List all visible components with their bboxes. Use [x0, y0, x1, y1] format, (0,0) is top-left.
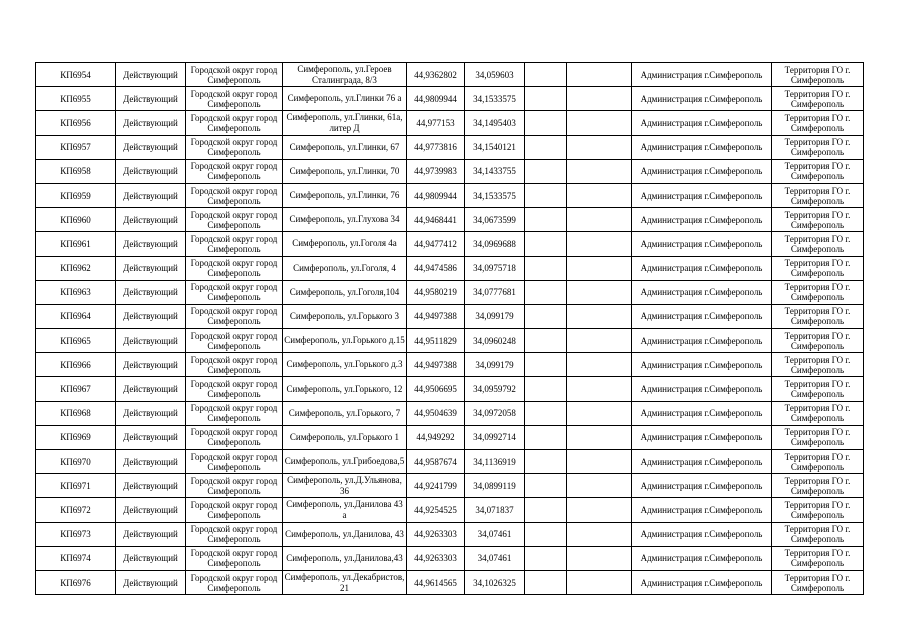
- cell-empty: [567, 135, 632, 159]
- cell-address: Симферополь, ул.Глинки, 67: [283, 135, 407, 159]
- table-row: [36, 232, 864, 256]
- cell-empty: [567, 377, 632, 401]
- cell-district: Городской округ город Симферополь: [186, 329, 283, 353]
- table-row: [36, 111, 864, 135]
- cell-territory: Территория ГО г. Симферополь: [772, 159, 864, 183]
- cell-empty: [525, 208, 567, 232]
- cell-territory: Территория ГО г. Симферополь: [772, 208, 864, 232]
- cell-empty: [567, 522, 632, 546]
- cell-organization: Администрация г.Симферополь: [632, 256, 772, 280]
- cell-code: КП6973: [36, 522, 116, 546]
- cell-status: Действующий: [116, 522, 186, 546]
- cell-organization: Администрация г.Симферополь: [632, 570, 772, 594]
- cell-territory: Территория ГО г. Симферополь: [772, 232, 864, 256]
- cell-district: Городской округ город Симферополь: [186, 353, 283, 377]
- cell-longitude: 34,1533575: [465, 183, 525, 207]
- cell-district: Городской округ город Симферополь: [186, 570, 283, 594]
- cell-territory: Территория ГО г. Симферополь: [772, 183, 864, 207]
- cell-status: Действующий: [116, 450, 186, 474]
- cell-status: Действующий: [116, 425, 186, 449]
- cell-longitude: 34,1026325: [465, 570, 525, 594]
- cell-empty: [567, 498, 632, 522]
- cell-latitude: 44,9263303: [407, 546, 465, 570]
- cell-address: Симферополь, ул.Данилова 43 а: [283, 498, 407, 522]
- cell-code: КП6954: [36, 63, 116, 87]
- cell-latitude: 44,9477412: [407, 232, 465, 256]
- cell-organization: Администрация г.Симферополь: [632, 425, 772, 449]
- table-row: [36, 208, 864, 232]
- cell-latitude: 44,9468441: [407, 208, 465, 232]
- cell-empty: [525, 401, 567, 425]
- cell-territory: Территория ГО г. Симферополь: [772, 474, 864, 498]
- cell-territory: Территория ГО г. Симферополь: [772, 329, 864, 353]
- cell-status: Действующий: [116, 135, 186, 159]
- cell-territory: Территория ГО г. Симферополь: [772, 450, 864, 474]
- cell-latitude: 44,949292: [407, 425, 465, 449]
- cell-empty: [525, 353, 567, 377]
- cell-longitude: 34,059603: [465, 63, 525, 87]
- cell-organization: Администрация г.Симферополь: [632, 474, 772, 498]
- table-row: [36, 304, 864, 328]
- cell-territory: Территория ГО г. Симферополь: [772, 280, 864, 304]
- cell-territory: Территория ГО г. Симферополь: [772, 570, 864, 594]
- cell-address: Симферополь, ул.Глинки, 70: [283, 159, 407, 183]
- table-row: [36, 256, 864, 280]
- cell-district: Городской округ город Симферополь: [186, 425, 283, 449]
- table-row: [36, 183, 864, 207]
- cell-district: Городской округ город Симферополь: [186, 135, 283, 159]
- cell-address: Симферополь, ул.Гоголя 4а: [283, 232, 407, 256]
- table-row: [36, 135, 864, 159]
- cell-empty: [525, 280, 567, 304]
- cell-territory: Территория ГО г. Симферополь: [772, 135, 864, 159]
- cell-empty: [525, 87, 567, 111]
- cell-latitude: 44,9474586: [407, 256, 465, 280]
- cell-organization: Администрация г.Симферополь: [632, 546, 772, 570]
- cell-empty: [567, 474, 632, 498]
- cell-latitude: 44,9504639: [407, 401, 465, 425]
- cell-latitude: 44,9587674: [407, 450, 465, 474]
- cell-status: Действующий: [116, 474, 186, 498]
- cell-code: КП6958: [36, 159, 116, 183]
- cell-organization: Администрация г.Симферополь: [632, 329, 772, 353]
- cell-latitude: 44,9254525: [407, 498, 465, 522]
- cell-status: Действующий: [116, 111, 186, 135]
- cell-latitude: 44,977153: [407, 111, 465, 135]
- cell-territory: Территория ГО г. Симферополь: [772, 401, 864, 425]
- cell-address: Симферополь, ул.Данилова, 43: [283, 522, 407, 546]
- cell-organization: Администрация г.Симферополь: [632, 377, 772, 401]
- cell-organization: Администрация г.Симферополь: [632, 353, 772, 377]
- cell-district: Городской округ город Симферополь: [186, 304, 283, 328]
- cell-organization: Администрация г.Симферополь: [632, 522, 772, 546]
- cell-status: Действующий: [116, 280, 186, 304]
- cell-longitude: 34,1433755: [465, 159, 525, 183]
- cell-code: КП6969: [36, 425, 116, 449]
- cell-empty: [567, 450, 632, 474]
- cell-organization: Администрация г.Симферополь: [632, 304, 772, 328]
- cell-code: КП6963: [36, 280, 116, 304]
- cell-district: Городской округ город Симферополь: [186, 208, 283, 232]
- cell-longitude: 34,1136919: [465, 450, 525, 474]
- cell-status: Действующий: [116, 256, 186, 280]
- cell-longitude: 34,1495403: [465, 111, 525, 135]
- cell-territory: Территория ГО г. Симферополь: [772, 546, 864, 570]
- cell-longitude: 34,07461: [465, 546, 525, 570]
- cell-territory: Территория ГО г. Симферополь: [772, 425, 864, 449]
- cell-district: Городской округ город Симферополь: [186, 111, 283, 135]
- cell-status: Действующий: [116, 208, 186, 232]
- cell-empty: [525, 329, 567, 353]
- cell-district: Городской округ город Симферополь: [186, 450, 283, 474]
- cell-territory: Территория ГО г. Симферополь: [772, 353, 864, 377]
- cell-longitude: 34,0777681: [465, 280, 525, 304]
- cell-empty: [567, 63, 632, 87]
- cell-empty: [525, 304, 567, 328]
- registry-table: [35, 62, 864, 595]
- cell-status: Действующий: [116, 353, 186, 377]
- cell-status: Действующий: [116, 329, 186, 353]
- cell-longitude: 34,0975718: [465, 256, 525, 280]
- cell-status: Действующий: [116, 63, 186, 87]
- cell-latitude: 44,9497388: [407, 353, 465, 377]
- table-row: [36, 498, 864, 522]
- cell-latitude: 44,9739983: [407, 159, 465, 183]
- cell-organization: Администрация г.Симферополь: [632, 135, 772, 159]
- cell-empty: [567, 87, 632, 111]
- table-row: [36, 329, 864, 353]
- cell-longitude: 34,0959792: [465, 377, 525, 401]
- cell-empty: [567, 304, 632, 328]
- cell-district: Городской округ город Симферополь: [186, 546, 283, 570]
- cell-empty: [567, 183, 632, 207]
- cell-address: Симферополь, ул.Глухова 34: [283, 208, 407, 232]
- table-row: [36, 425, 864, 449]
- cell-longitude: 34,1540121: [465, 135, 525, 159]
- cell-longitude: 34,071837: [465, 498, 525, 522]
- cell-address: Симферополь, ул.Грибоедова,5: [283, 450, 407, 474]
- cell-territory: Территория ГО г. Симферополь: [772, 377, 864, 401]
- cell-empty: [525, 183, 567, 207]
- cell-district: Городской округ город Симферополь: [186, 498, 283, 522]
- cell-district: Городской округ город Симферополь: [186, 280, 283, 304]
- cell-empty: [567, 280, 632, 304]
- cell-organization: Администрация г.Симферополь: [632, 232, 772, 256]
- cell-longitude: 34,0969688: [465, 232, 525, 256]
- cell-address: Симферополь, ул.Глинки, 61а, литер Д: [283, 111, 407, 135]
- cell-empty: [567, 401, 632, 425]
- cell-latitude: 44,9773816: [407, 135, 465, 159]
- cell-code: КП6974: [36, 546, 116, 570]
- cell-empty: [525, 425, 567, 449]
- cell-empty: [525, 546, 567, 570]
- cell-empty: [525, 232, 567, 256]
- cell-code: КП6962: [36, 256, 116, 280]
- cell-district: Городской округ город Симферополь: [186, 63, 283, 87]
- cell-empty: [525, 63, 567, 87]
- cell-status: Действующий: [116, 498, 186, 522]
- cell-address: Симферополь, ул.Глинки 76 а: [283, 87, 407, 111]
- cell-latitude: 44,9506695: [407, 377, 465, 401]
- cell-address: Симферополь, ул.Данилова,43: [283, 546, 407, 570]
- cell-longitude: 34,1533575: [465, 87, 525, 111]
- cell-code: КП6968: [36, 401, 116, 425]
- cell-longitude: 34,0899119: [465, 474, 525, 498]
- cell-empty: [567, 111, 632, 135]
- cell-status: Действующий: [116, 570, 186, 594]
- cell-empty: [525, 498, 567, 522]
- cell-district: Городской округ город Симферополь: [186, 87, 283, 111]
- cell-empty: [567, 546, 632, 570]
- cell-status: Действующий: [116, 546, 186, 570]
- cell-address: Симферополь, ул.Героев Сталинграда, 8/3: [283, 63, 407, 87]
- cell-empty: [525, 111, 567, 135]
- cell-empty: [525, 522, 567, 546]
- cell-empty: [525, 474, 567, 498]
- cell-code: КП6966: [36, 353, 116, 377]
- cell-empty: [525, 256, 567, 280]
- cell-latitude: 44,9809944: [407, 87, 465, 111]
- cell-status: Действующий: [116, 232, 186, 256]
- cell-code: КП6972: [36, 498, 116, 522]
- cell-organization: Администрация г.Симферополь: [632, 111, 772, 135]
- cell-organization: Администрация г.Симферополь: [632, 498, 772, 522]
- cell-longitude: 34,0673599: [465, 208, 525, 232]
- cell-code: КП6965: [36, 329, 116, 353]
- cell-organization: Администрация г.Симферополь: [632, 159, 772, 183]
- cell-organization: Администрация г.Симферополь: [632, 183, 772, 207]
- cell-status: Действующий: [116, 183, 186, 207]
- cell-code: КП6955: [36, 87, 116, 111]
- cell-code: КП6976: [36, 570, 116, 594]
- cell-territory: Территория ГО г. Симферополь: [772, 304, 864, 328]
- cell-district: Городской округ город Симферополь: [186, 401, 283, 425]
- table-row: [36, 159, 864, 183]
- cell-district: Городской округ город Симферополь: [186, 377, 283, 401]
- cell-status: Действующий: [116, 304, 186, 328]
- table-row: [36, 474, 864, 498]
- cell-longitude: 34,099179: [465, 353, 525, 377]
- table-row: [36, 522, 864, 546]
- cell-territory: Территория ГО г. Симферополь: [772, 111, 864, 135]
- cell-empty: [525, 135, 567, 159]
- cell-address: Симферополь, ул.Горького, 12: [283, 377, 407, 401]
- cell-empty: [567, 232, 632, 256]
- cell-address: Симферополь, ул.Горького д.3: [283, 353, 407, 377]
- cell-latitude: 44,9511829: [407, 329, 465, 353]
- cell-code: КП6971: [36, 474, 116, 498]
- cell-longitude: 34,07461: [465, 522, 525, 546]
- cell-address: Симферополь, ул.Горького 3: [283, 304, 407, 328]
- cell-address: Симферополь, ул.Горького, 7: [283, 401, 407, 425]
- table-row: [36, 87, 864, 111]
- cell-empty: [567, 425, 632, 449]
- cell-organization: Администрация г.Симферополь: [632, 401, 772, 425]
- cell-district: Городской округ город Симферополь: [186, 522, 283, 546]
- cell-latitude: 44,9241799: [407, 474, 465, 498]
- cell-code: КП6961: [36, 232, 116, 256]
- cell-district: Городской округ город Симферополь: [186, 183, 283, 207]
- cell-district: Городской округ город Симферополь: [186, 159, 283, 183]
- cell-address: Симферополь, ул.Горького 1: [283, 425, 407, 449]
- cell-empty: [567, 256, 632, 280]
- cell-territory: Территория ГО г. Симферополь: [772, 498, 864, 522]
- cell-longitude: 34,0972058: [465, 401, 525, 425]
- cell-status: Действующий: [116, 401, 186, 425]
- cell-address: Симферополь, ул.Гоголя, 4: [283, 256, 407, 280]
- cell-empty: [525, 159, 567, 183]
- cell-organization: Администрация г.Симферополь: [632, 280, 772, 304]
- cell-longitude: 34,0992714: [465, 425, 525, 449]
- table-row: [36, 280, 864, 304]
- cell-code: КП6956: [36, 111, 116, 135]
- cell-code: КП6960: [36, 208, 116, 232]
- table-body: [36, 63, 864, 595]
- cell-empty: [525, 570, 567, 594]
- cell-address: Симферополь, ул.Декабристов, 21: [283, 570, 407, 594]
- cell-empty: [567, 208, 632, 232]
- table-row: [36, 377, 864, 401]
- cell-longitude: 34,0960248: [465, 329, 525, 353]
- cell-district: Городской округ город Симферополь: [186, 232, 283, 256]
- cell-latitude: 44,9263303: [407, 522, 465, 546]
- table-row: [36, 63, 864, 87]
- cell-territory: Территория ГО г. Симферополь: [772, 522, 864, 546]
- cell-empty: [525, 377, 567, 401]
- cell-code: КП6964: [36, 304, 116, 328]
- cell-address: Симферополь, ул.Гоголя,104: [283, 280, 407, 304]
- cell-empty: [525, 450, 567, 474]
- cell-address: Симферополь, ул.Горького д.15: [283, 329, 407, 353]
- cell-address: Симферополь, ул.Глинки, 76: [283, 183, 407, 207]
- cell-status: Действующий: [116, 87, 186, 111]
- cell-organization: Администрация г.Симферополь: [632, 450, 772, 474]
- cell-latitude: 44,9809944: [407, 183, 465, 207]
- table-row: [36, 401, 864, 425]
- cell-latitude: 44,9362802: [407, 63, 465, 87]
- cell-empty: [567, 329, 632, 353]
- cell-latitude: 44,9497388: [407, 304, 465, 328]
- cell-organization: Администрация г.Симферополь: [632, 87, 772, 111]
- table-row: [36, 353, 864, 377]
- table-row: [36, 546, 864, 570]
- cell-district: Городской округ город Симферополь: [186, 474, 283, 498]
- cell-district: Городской округ город Симферополь: [186, 256, 283, 280]
- cell-organization: Администрация г.Симферополь: [632, 63, 772, 87]
- cell-empty: [567, 570, 632, 594]
- cell-territory: Территория ГО г. Симферополь: [772, 87, 864, 111]
- cell-latitude: 44,9580219: [407, 280, 465, 304]
- cell-organization: Администрация г.Симферополь: [632, 208, 772, 232]
- cell-status: Действующий: [116, 377, 186, 401]
- cell-code: КП6957: [36, 135, 116, 159]
- cell-latitude: 44,9614565: [407, 570, 465, 594]
- cell-code: КП6959: [36, 183, 116, 207]
- cell-longitude: 34,099179: [465, 304, 525, 328]
- cell-empty: [567, 159, 632, 183]
- cell-territory: Территория ГО г. Симферополь: [772, 256, 864, 280]
- cell-address: Симферополь, ул.Д.Ульянова, 36: [283, 474, 407, 498]
- table-row: [36, 570, 864, 594]
- cell-territory: Территория ГО г. Симферополь: [772, 63, 864, 87]
- cell-code: КП6967: [36, 377, 116, 401]
- cell-status: Действующий: [116, 159, 186, 183]
- cell-empty: [567, 353, 632, 377]
- table-row: [36, 450, 864, 474]
- cell-code: КП6970: [36, 450, 116, 474]
